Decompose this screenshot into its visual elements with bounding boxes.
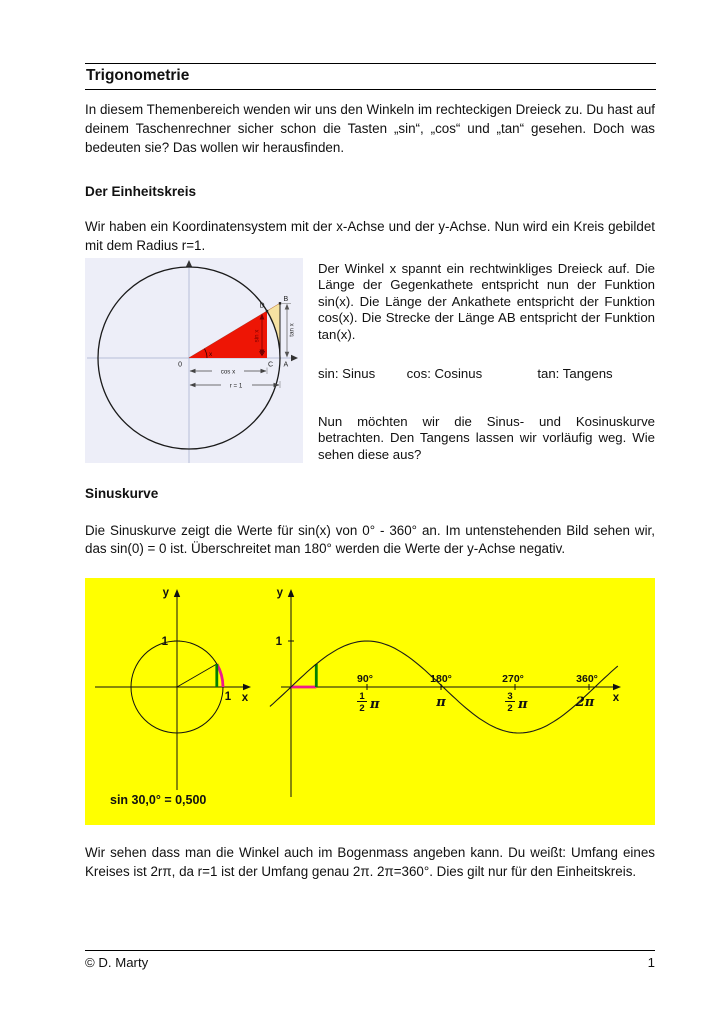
section-heading-einheitskreis: Der Einheitskreis [85, 184, 197, 199]
frac-den-270: 2 [507, 703, 513, 714]
footer-copyright: © D. Marty [85, 955, 149, 970]
unit-circle-description: Der Winkel x spannt ein rechtwinkliges Dreieck auf. Die Länge der Gegenkathete entspricht nun der Funktion sin(x). Die Länge der Ankathete entspricht der Funktion cos(x). Die Strecke der Länge AB entspricht der Funktion tan(x). [318, 261, 655, 342]
pi-270: π [518, 697, 528, 712]
legend-cos: cos: Cosinus [406, 366, 483, 381]
pi-90: π [370, 697, 380, 712]
bogenmass-paragraph: Wir sehen dass man die Winkel auch im Bogenmass angeben kann. Du weißt: Umfang eines Kreises ist 2rπ, da r=1 ist der Umfang genau 2π. 2π=360°. Dies gilt nur für den Einheitskreis. [85, 845, 655, 879]
tan-label: tan x [288, 323, 296, 337]
point-a-label: A [283, 361, 289, 369]
point-b-label: B [283, 296, 289, 303]
footer [85, 955, 655, 970]
wave-plot [270, 587, 621, 797]
unit-circle-svg [85, 258, 303, 463]
sine-figure-svg [85, 578, 655, 825]
x-tick-label-180 [430, 673, 452, 710]
legend-sin: sin: Sinus [318, 366, 376, 381]
page-title: Trigonometrie [85, 63, 656, 90]
circle-plot-one-x: 1 [224, 691, 232, 703]
circle-plot-x-arrow-icon [243, 684, 251, 690]
frac-den-90: 2 [359, 703, 365, 714]
point-d-dot [266, 310, 268, 312]
deg-360: 360° [576, 673, 598, 685]
pi-360: 2π [575, 695, 595, 710]
sine-caption: sin 30,0° = 0,500 [110, 793, 207, 807]
origin-label: 0 [178, 361, 182, 369]
footer-page-number: 1 [647, 955, 655, 970]
circle-plot-one-y: 1 [161, 636, 168, 648]
trig-legend [318, 366, 655, 381]
wave-plot-x-arrow-icon [613, 684, 621, 690]
section-heading-sinuskurve: Sinuskurve [85, 486, 159, 501]
point-d-label: D [259, 302, 265, 310]
sine-figure [85, 578, 655, 825]
circle-plot-y-label: y [162, 587, 169, 599]
radius-label: r = 1 [229, 382, 243, 390]
point-b-dot [279, 302, 281, 304]
x-tick-label-360 [575, 673, 598, 710]
x-tick-label-270 [502, 673, 528, 714]
pi-180: π [436, 695, 446, 710]
angle-label: x [209, 351, 213, 358]
circle-plot-y-arrow-icon [174, 589, 180, 597]
frac-num-90: 1 [359, 691, 365, 702]
circle-plot-x-label: x [241, 692, 249, 704]
footer-divider [85, 950, 655, 951]
x-tick-label-90 [357, 673, 380, 714]
wave-plot-y-arrow-icon [288, 589, 294, 597]
legend-tan: tan: Tangens [537, 366, 613, 381]
intro-paragraph: In diesem Themenbereich wenden wir uns den Winkeln im rechteckigen Dreieck zu. Du hast auf deinem Taschenrechner sicher schon die Tasten „sin“, „cos“ und „tan“ gesehen. Doch was bedeuten sie? Das wollen wir herausfinden. [85, 102, 655, 155]
deg-180: 180° [430, 673, 452, 685]
circle-radius-line [177, 664, 217, 687]
deg-90: 90° [357, 673, 373, 685]
circle-plot [95, 587, 251, 790]
cos-label: cos x [220, 368, 236, 376]
einheitskreis-paragraph: Wir haben ein Koordinatensystem mit der x-Achse und der y-Achse. Nun wird ein Kreis gebildet mit dem Radius r=1. [85, 219, 655, 253]
figure-background [85, 258, 303, 463]
wave-plot-x-label: x [612, 692, 620, 704]
frac-num-270: 3 [507, 691, 513, 702]
sinuskurve-paragraph: Die Sinuskurve zeigt die Werte für sin(x) von 0° - 360° an. Im untenstehenden Bild sehen wir, das sin(0) = 0 ist. Überschreitet man 180° werden die Werte der y-Achse negativ. [85, 523, 655, 556]
unit-circle-outro: Nun möchten wir die Sinus- und Kosinuskurve betrachten. Den Tangens lassen wir vorläufig weg. Wie sehen diese aus? [318, 414, 655, 462]
point-c-label: C [267, 361, 274, 369]
unit-circle-figure [85, 258, 303, 463]
wave-plot-one-y: 1 [275, 636, 282, 648]
wave-plot-y-label: y [276, 587, 283, 599]
sin-label: sin x [253, 329, 261, 343]
deg-270: 270° [502, 673, 524, 685]
